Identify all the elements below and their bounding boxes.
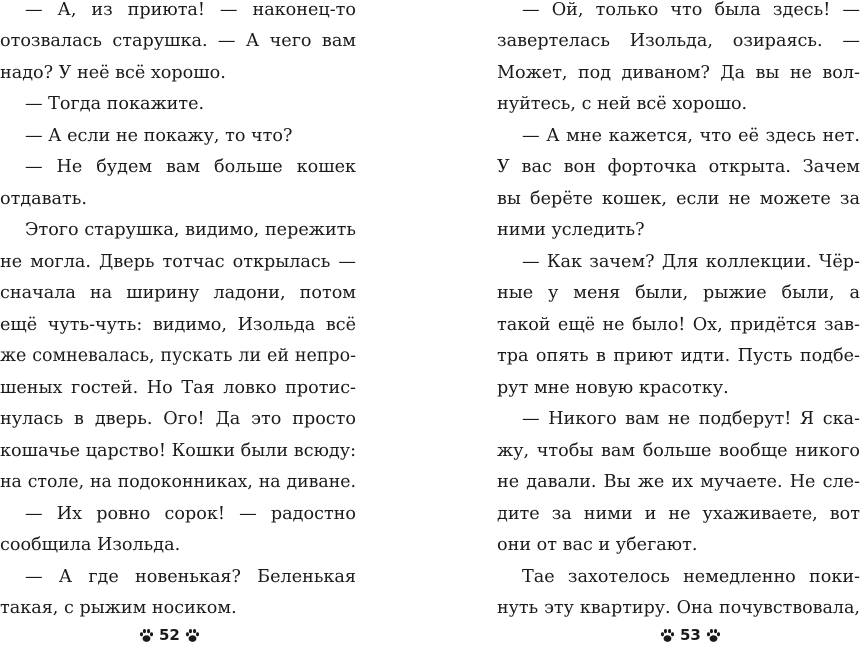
text-line: — Как зачем? Для коллекции. Чёр- [522,252,860,272]
text-line: рут мне новую красотку. [497,378,729,398]
text-line: — А мне кажется, что её здесь нет. [522,126,860,146]
text-line: не давали. Вы же их мучаете. Не сле- [497,472,860,492]
text-line: такой ещё не было! Ох, придётся зав- [497,315,860,335]
text-line: — А если не покажу, то что? [25,126,293,146]
text-line: тра опять в приют идти. Пусть подбе- [497,346,860,366]
text-line: шеных гостей. Но Тая ловко протис- [0,378,356,398]
paw-print-icon [705,627,722,644]
text-line: — А где новенькая? Беленькая [25,567,356,587]
text-line: сначала на ширину ладони, потом [0,283,356,303]
text-line: Может, под диваном? Да вы не вол- [497,63,860,83]
text-line: завертелась Изольда, озираясь. — [497,31,860,51]
text-line: кошачье царство! Кошки были всюду: [0,441,356,461]
text-line: нулась в дверь. Ого! Да это просто [0,409,356,429]
paw-print-icon [184,627,201,644]
text-line: они от вас и убегают. [497,535,698,555]
text-line: Этого старушка, видимо, пережить [25,220,356,240]
paw-print-icon [138,627,155,644]
text-line: — Ой, только что была здесь! — [522,0,860,20]
paw-print-icon [659,627,676,644]
text-line: нуть эту квартиру. Она почувствовала, [497,598,860,618]
text-line: не могла. Дверь тотчас открылась — [0,252,356,272]
text-line: — Тогда покажите. [25,94,205,114]
text-line: — Не будем вам больше кошек [25,157,356,177]
text-line: надо? У неё всё хорошо. [0,63,226,83]
page-number: 52 [159,626,180,644]
text-line: такая, с рыжим носиком. [0,598,237,618]
text-line: нуйтесь, с ней всё хорошо. [497,94,748,114]
text-line: на столе, на подоконниках, на диване. [0,472,356,492]
page-number-left [138,624,201,646]
text-line: — А, из приюта! — наконец-то [25,0,356,20]
text-line: ные у меня были, рыжие были, а [497,283,860,303]
text-line: Тае захотелось немедленно поки- [522,567,860,587]
text-line: ними уследить? [497,220,645,240]
page-number: 53 [680,626,701,644]
text-line: дите за ними и не ухаживаете, вот [497,504,860,524]
text-line: — Никого вам не подберут! Я ска- [522,409,860,429]
text-line: ещё чуть-чуть: видимо, Изольда всё [0,315,356,335]
page-number-right [659,624,722,646]
text-line: вы берёте кошек, если не можете за [497,189,860,209]
text-line: У вас вон форточка открыта. Зачем [497,157,860,177]
text-line: — Их ровно сорок! — радостно [25,504,356,524]
text-line: же сомневалась, пускать ли ей непро- [0,346,356,366]
text-line: сообщила Изольда. [0,535,181,555]
text-line: отозвалась старушка. — А чего вам [0,31,356,51]
text-line: отдавать. [0,189,87,209]
text-line: жу, чтобы вам больше вообще никого [497,441,860,461]
